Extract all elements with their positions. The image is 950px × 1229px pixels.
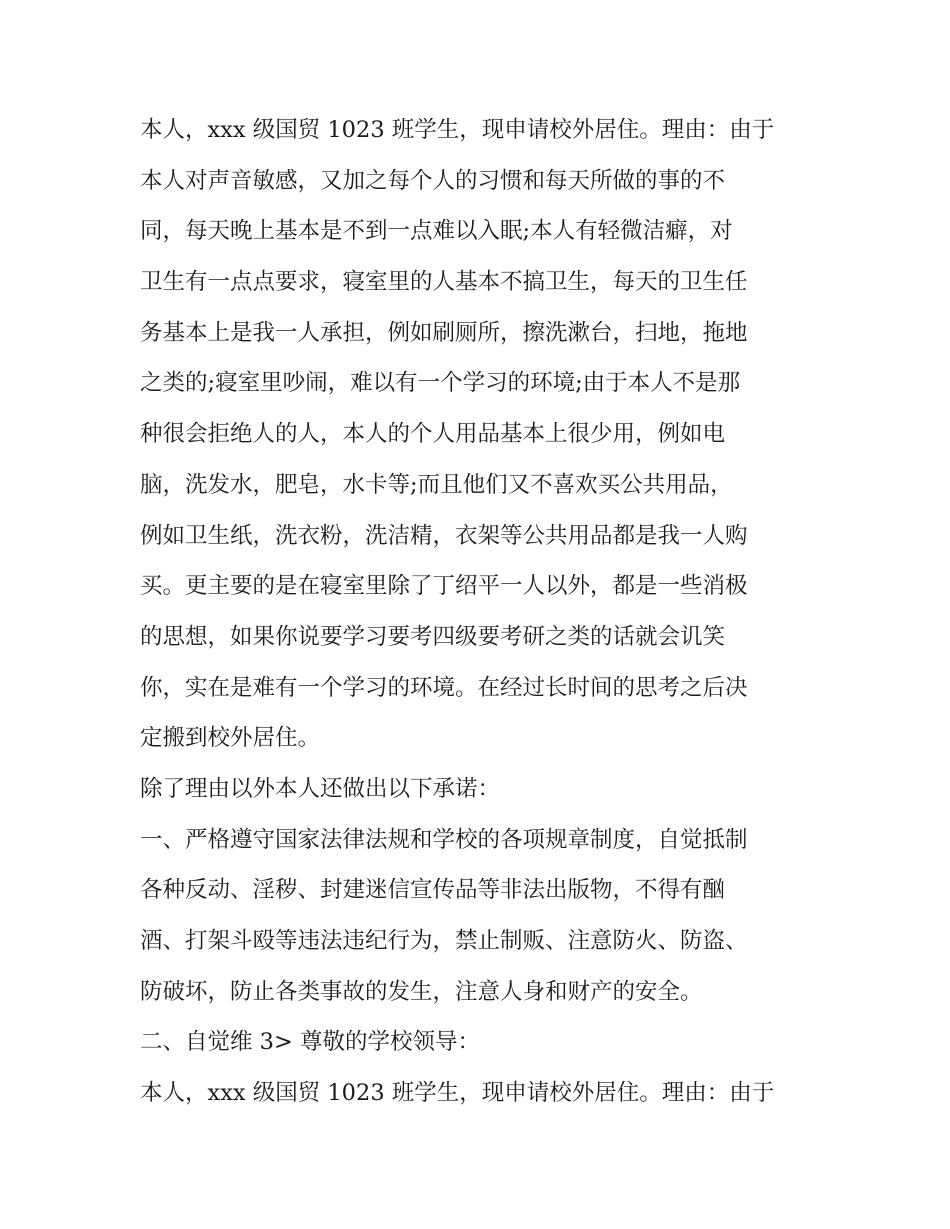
text-line-10: 买。更主要的是在寝室里除了丁绍平一人以外，都是一些消极 [140, 573, 748, 600]
text-line-9: 例如卫生纸，洗衣粉，洗洁精，衣架等公共用品都是我一人购 [140, 522, 748, 549]
text-line-14: 除了理由以外本人还做出以下承诺： [140, 775, 501, 802]
text-line-1: 本人，xxx 级国贸 1023 班学生，现申请校外居住。理由：由于 [140, 117, 775, 143]
text-line-6: 之类的;寝室里吵闹，难以有一个学习的环境;由于本人不是那 [140, 370, 741, 397]
text-line-16: 各种反动、淫秽、封建迷信宣传品等非法出版物，不得有酗 [140, 877, 726, 904]
text-line-2: 本人对声音敏感，又加之每个人的习惯和每天所做的事的不 [140, 167, 726, 194]
text-line-12: 你，实在是难有一个学习的环境。在经过长时间的思考之后决 [140, 674, 748, 701]
text-line-5: 务基本上是我一人承担，例如刷厕所，擦洗漱台，扫地，拖地 [140, 319, 748, 346]
text-line-4: 卫生有一点点要求，寝室里的人基本不搞卫生，每天的卫生任 [140, 269, 748, 296]
text-line-18: 防破坏，防止各类事故的发生，注意人身和财产的安全。 [140, 978, 703, 1005]
text-line-17: 酒、打架斗殴等违法违纪行为，禁止制贩、注意防火、防盗、 [140, 928, 748, 954]
text-line-8: 脑，洗发水，肥皂，水卡等;而且他们又不喜欢买公共用品， [140, 471, 733, 498]
text-line-15: 一、严格遵守国家法律法规和学校的各项规章制度，自觉抵制 [140, 826, 748, 853]
text-line-7: 种很会拒绝人的人，本人的个人用品基本上很少用，例如电 [140, 421, 726, 448]
text-line-13: 定搬到校外居住。 [140, 725, 321, 752]
text-line-3: 同，每天晚上基本是不到一点难以入眠;本人有轻微洁癖，对 [140, 218, 733, 245]
document-body [140, 105, 820, 1119]
text-line-11: 的思想，如果你说要学习要考四级要考研之类的话就会讥笑 [140, 623, 726, 650]
text-line-20: 本人，xxx 级国贸 1023 班学生，现申请校外居住。理由：由于 [140, 1080, 775, 1107]
text-line-19: 二、自觉维 3> 尊敬的学校领导： [140, 1029, 480, 1056]
